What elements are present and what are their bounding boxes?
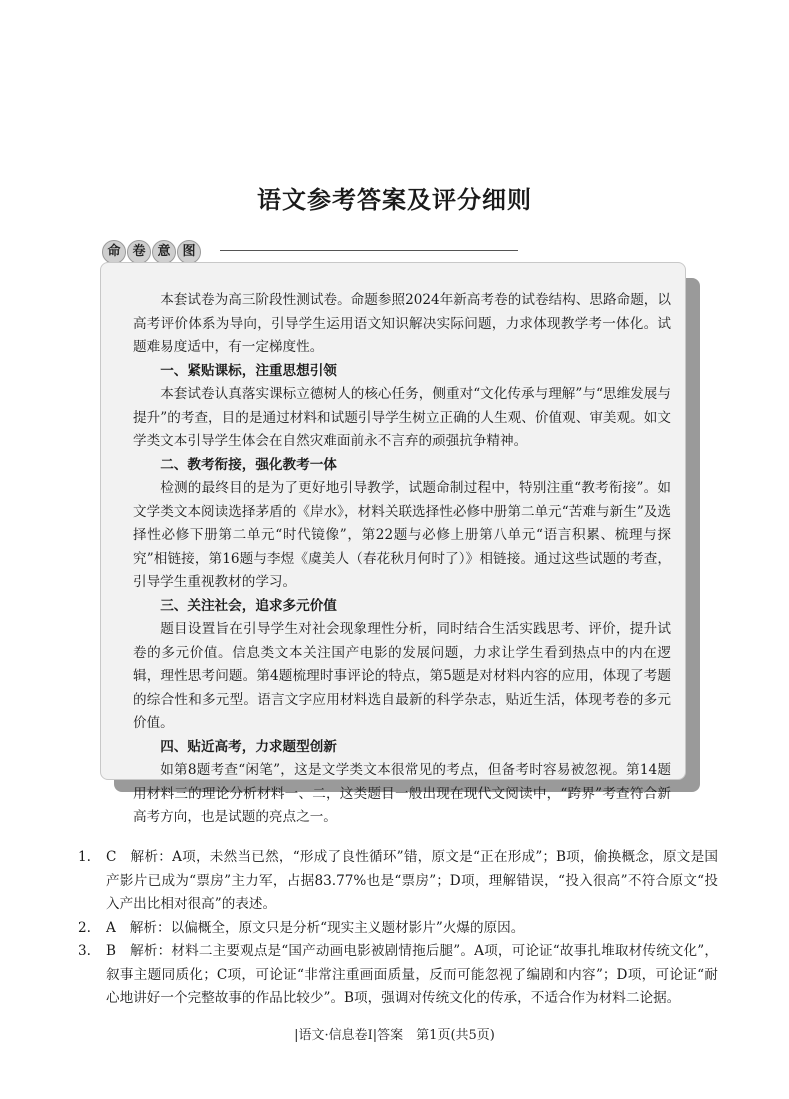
badge-char: 图 [177, 240, 201, 264]
answer-letter: B [106, 943, 116, 959]
badge-divider [220, 250, 518, 251]
intent-intro: 本套试卷为高三阶段性测试卷。命题参照2024年新高考卷的试卷结构、思路命题，以高考评价体系为导向，引导学生运用语文知识解决实际问题，力求体现教学考一体化。试题难易度适中，有一定梯度性。 [133, 292, 671, 355]
answer-letter: C [106, 849, 117, 865]
answer-letter: A [106, 919, 116, 936]
answer-item [78, 846, 718, 917]
analysis-tag: 解析： [130, 943, 172, 959]
analysis-tag: 解析： [129, 919, 171, 936]
page-footer: |语文·信息卷Ⅰ|答案 第1页(共5页) [294, 1028, 495, 1043]
badge-char: 意 [152, 240, 176, 264]
intent-box [100, 262, 686, 825]
answer-list [78, 846, 718, 1011]
answer-text: A项，未然当已然，“形成了良性循环”错，原文是“正在形成”；B项，偷换概念，原文是国产影片已成为“票房”主力军，占据83.77%也是“票房”；D项，理解错误，“投入很高”不符合原文“投入产出比相对很高”的表述。 [106, 849, 719, 912]
answer-item [78, 940, 718, 1011]
badge-char: 卷 [127, 240, 151, 264]
answer-number: 3. [78, 943, 91, 959]
intent-badge [102, 238, 201, 264]
answer-number: 2. [78, 919, 91, 936]
section-heading: 四、贴近高考，力求题型创新 [160, 738, 337, 755]
section-heading: 三、关注社会，追求多元价值 [160, 597, 337, 614]
section-body: 本套试卷认真落实课标立德树人的核心任务，侧重对“文化传承与理解”与“思维发展与提升”的考查，目的是通过材料和试题引导学生树立正确的人生观、价值观、审美观。如文学类文本引导学生体会在自然灾难面前永不言弃的顽强抗争精神。 [133, 386, 671, 449]
answer-text: 材料二主要观点是“国产动画电影被剧情拖后腿”。A项，可论证“故事扎堆取材传统文化”，叙事主题同质化；C项，可论证“非常注重画面质量，反而可能忽视了编剧和内容”；D项，可论证“耐心地讲好一个完整故事的作品比较少”。B项，强调对传统文化的传承，不适合作为材料二论据。 [106, 943, 718, 1006]
section-body: 题目设置旨在引导学生对社会现象理性分析，同时结合生活实践思考、评价，提升试卷的多元价值。信息类文本关注国产电影的发展问题，力求让学生看到热点中的内在逻辑，理性思考问题。第4题梳理时事评论的特点，第5题是对材料内容的应用，体现了考题的综合性和多元型。语言文字应用材料选自最新的科学杂志，贴近生活，体现考卷的多元价值。 [133, 621, 671, 731]
section-body: 检测的最终目的是为了更好地引导教学，试题命制过程中，特别注重“教考衔接”。如文学类文本阅读选择茅盾的《岸水》，材料关联选择性必修中册第二单元“苦难与新生”及选择性必修下册第二单元“时代镜像”，第22题与必修上册第八单元“语言积累、梳理与探究”相链接，第16题与李煜《虞美人（春花秋月何时了）》相链接。通过这些试题的考查，引导学生重视教材的学习。 [133, 480, 671, 590]
page-title: 语文参考答案及评分细则 [257, 185, 532, 214]
answer-text: 以偏概全，原文只是分析“现实主义题材影片”火爆的原因。 [170, 919, 525, 936]
answer-number: 1. [78, 849, 91, 865]
section-heading: 二、教考衔接，强化教考一体 [160, 456, 337, 473]
section-body: 如第8题考查“闲笔”，这是文学类文本很常见的考点，但备考时容易被忽视。第14题用材料三的理论分析材料一、二，这类题目一般出现在现代文阅读中，“跨界”考查符合新高考方向，也是试题的亮点之一。 [133, 762, 671, 825]
analysis-tag: 解析： [130, 849, 173, 865]
badge-char: 命 [102, 240, 126, 264]
section-heading: 一、紧贴课标，注重思想引领 [160, 362, 337, 379]
answer-item [78, 917, 718, 941]
